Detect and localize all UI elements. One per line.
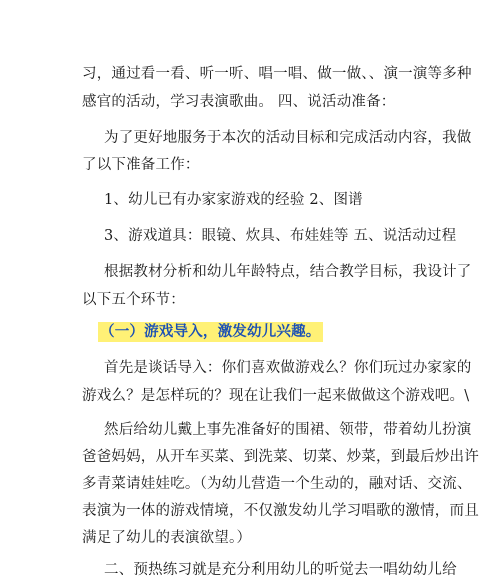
text-line-2: 感官的活动，学习表演歌曲。 四、说活动准备： <box>82 94 396 110</box>
text-line-17-cut: 二、预热练习就是充分利用幼儿的听觉去一唱幼幼儿给 <box>104 562 457 578</box>
section-heading: （一）游戏导入，激发幼儿兴趣。 <box>100 323 321 340</box>
text-line-6: 3、游戏道具：眼镜、炊具、布娃娃等 五、说活动过程 <box>104 228 457 244</box>
text-line-12: 然后给幼儿戴上事先准备好的围裙、领带，带着幼儿扮演 <box>104 422 472 438</box>
text-line-1: 习，通过看一看、听一听、唱一唱、做一做、、演一演等多种 <box>82 66 472 82</box>
text-line-5: 1、幼儿已有办家家游戏的经验 2、图谱 <box>104 192 363 208</box>
text-line-7: 根据教材分析和幼儿年龄特点，结合教学目标，我设计了 <box>104 264 472 280</box>
text-line-13: 爸爸妈妈，从开车买菜、到洗菜、切菜、炒菜，到最后炒出许 <box>82 449 479 465</box>
text-line-11: 游戏么？是怎样玩的？现在让我们一起来做做这个游戏吧。\ <box>82 388 470 404</box>
text-line-4: 了以下准备工作： <box>82 157 200 173</box>
text-line-10: 首先是谈话导入：你们喜欢做游戏么？你们玩过办家家的 <box>104 360 472 376</box>
text-line-16: 满足了幼儿的表演欲望。） <box>82 530 252 546</box>
text-line-8: 以下五个环节： <box>82 292 185 308</box>
text-line-14: 多青菜请娃娃吃。（为幼儿营造一个生动的，融对话、交流、 <box>82 476 472 492</box>
text-line-15: 表演为一体的游戏情境，不仅激发幼儿学习唱歌的激情，而且 <box>82 503 479 519</box>
text-line-3: 为了更好地服务于本次的活动目标和完成活动内容，我做 <box>104 130 472 146</box>
